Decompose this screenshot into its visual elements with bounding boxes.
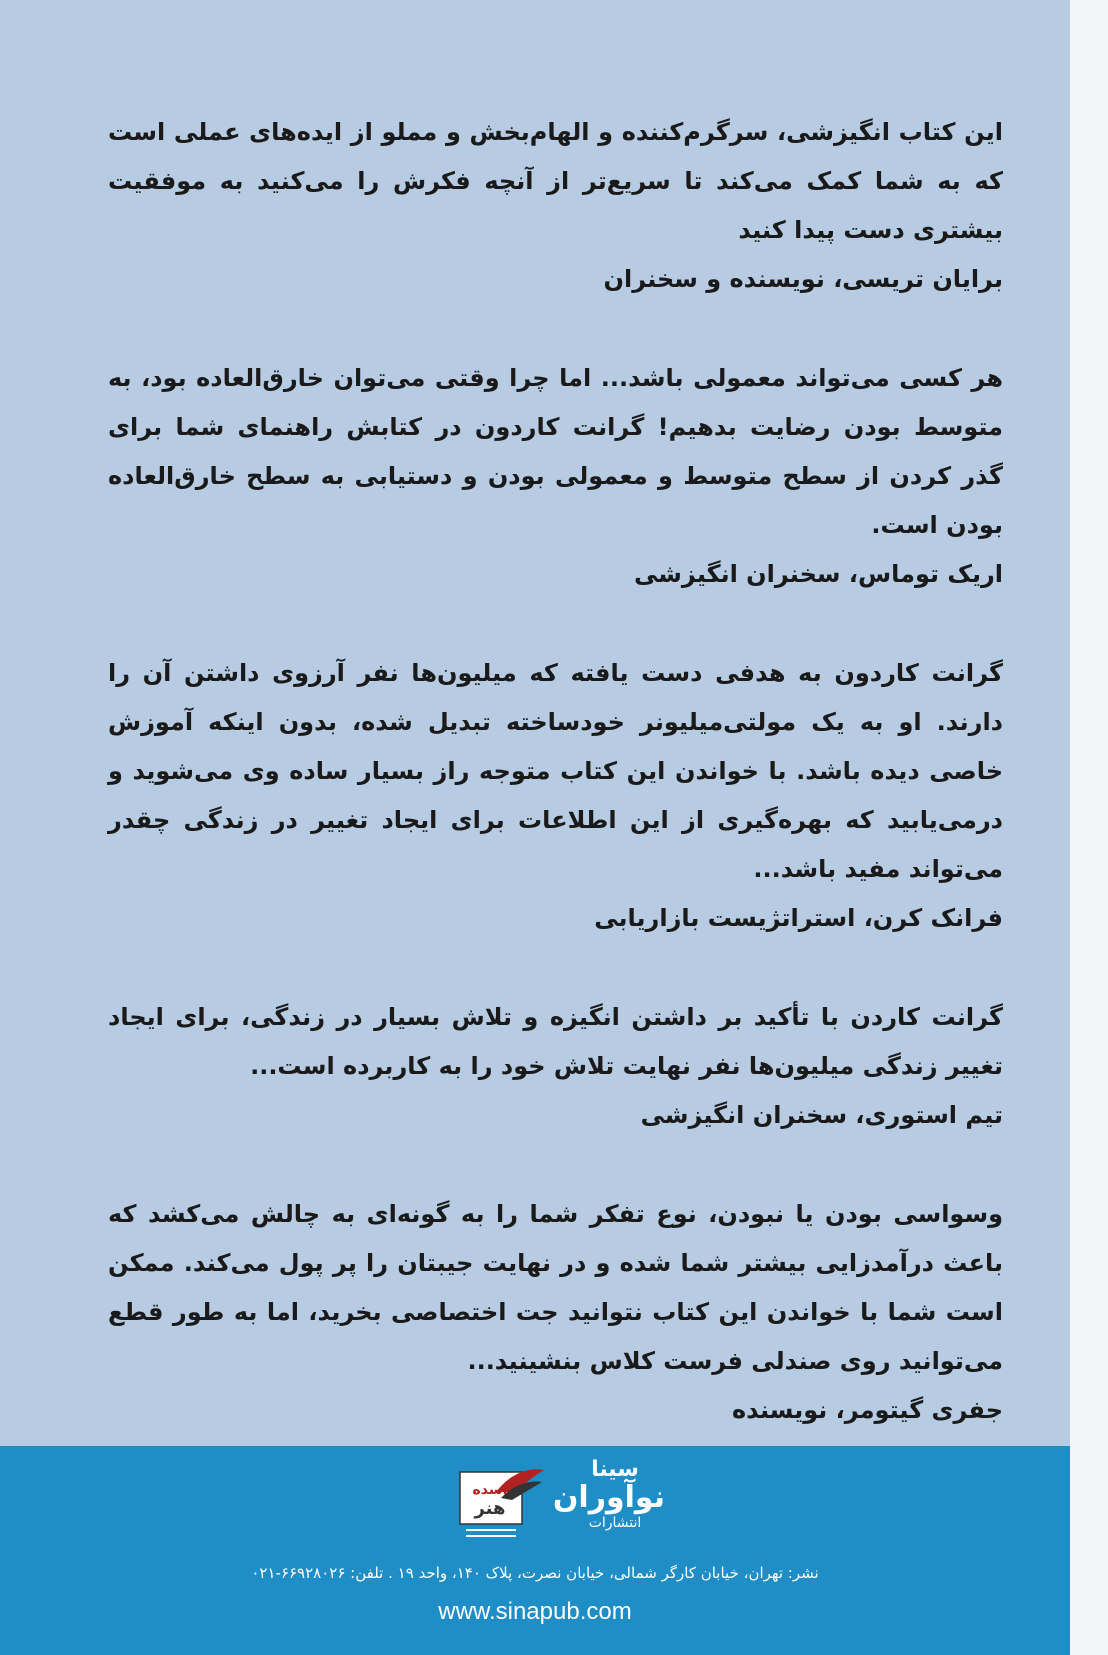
publisher-address: نشر: تهران، خیابان کارگر شمالی، خیابان نصرت، پلاک ۱۴۰، واحد ۱۹ . تلفن: ۶۶۹۲۸۰۲۶-۰۲۱ <box>251 1564 819 1582</box>
endorsement-author: تیم استوری، سخنران انگیزشی <box>640 1101 1003 1129</box>
endorsements <box>108 108 1003 1485</box>
endorsement-text: هر کسی می‌تواند معمولی باشد... اما چرا وقتی می‌توان خارق‌العاده بود، به متوسط بودن رضایت بدهیم! گرانت کاردون در کتابش راهنمای شما برای گذر کردن از سطح متوسط و معمولی بودن و دستیابی به سطح خارق‌العاده بودن است. <box>108 364 1003 539</box>
asad-logo-line1: اسده <box>472 1482 508 1498</box>
endorsement-2 <box>108 354 1003 599</box>
endorsement-5 <box>108 1190 1003 1435</box>
publisher-footer <box>0 1446 1070 1655</box>
endorsement-text: این کتاب انگیزشی، سرگرم‌کننده و الهام‌بخش و مملو از ایده‌های عملی است که به شما کمک می‌کند تا سریع‌تر از آنچه فکرش را می‌کنید به موفقیت بیشتری دست پیدا کنید <box>108 118 1003 244</box>
asad-logo-line2: هنر <box>474 1498 506 1519</box>
sina-publisher-logo <box>552 1457 665 1548</box>
endorsement-3 <box>108 649 1003 943</box>
endorsement-text: گرانت کاردن با تأکید بر داشتن انگیزه و تلاش بسیار در زندگی، برای ایجاد تغییر زندگی میلیون‌ها نفر نهایت تلاش خود را به کاربرده است... <box>108 1003 1003 1080</box>
publisher-website[interactable]: www.sinapub.com <box>438 1598 632 1625</box>
logo-line: انتشارات <box>588 1515 642 1531</box>
endorsement-1 <box>108 108 1003 304</box>
endorsement-author: برایان تریسی، نویسنده و سخنران <box>603 265 1003 293</box>
endorsement-author: جفری گیتومر، نویسنده <box>731 1396 1003 1424</box>
asad-art-logo <box>456 1462 546 1540</box>
endorsement-text: وسواسی بودن یا نبودن، نوع تفکر شما را به گونه‌ای به چالش می‌کشد که باعث درآمدزایی بیشتر شما شده و در نهایت جیبتان را پر پول می‌کند. ممکن است شما با خواندن این کتاب نتوانید جت اختصاصی بخرید، اما به طور قطع می‌توانید روی صندلی فرست کلاس بنشینید... <box>108 1200 1003 1375</box>
endorsement-4 <box>108 993 1003 1140</box>
logo-line: نوآوران <box>552 1480 665 1515</box>
endorsement-text: گرانت کاردون به هدفی دست یافته که میلیون‌ها نفر آرزوی داشتن آن را دارند. او به یک مولتی‌میلیونر خودساخته تبدیل شده، بدون اینکه آموزش خاصی دیده باشد. با خواندن این کتاب متوجه راز بسیار ساده وی می‌شوید و درمی‌یابید که بهره‌گیری از این اطلاعات برای ایجاد تغییر در زندگی چقدر می‌تواند مفید باشد... <box>108 659 1003 883</box>
endorsement-author: فرانک کرن، استراتژیست بازاریابی <box>594 904 1003 932</box>
endorsement-author: اریک توماس، سخنران انگیزشی <box>634 560 1003 588</box>
logo-line: سینا <box>591 1457 639 1482</box>
asad-logo-graphic <box>456 1462 546 1540</box>
